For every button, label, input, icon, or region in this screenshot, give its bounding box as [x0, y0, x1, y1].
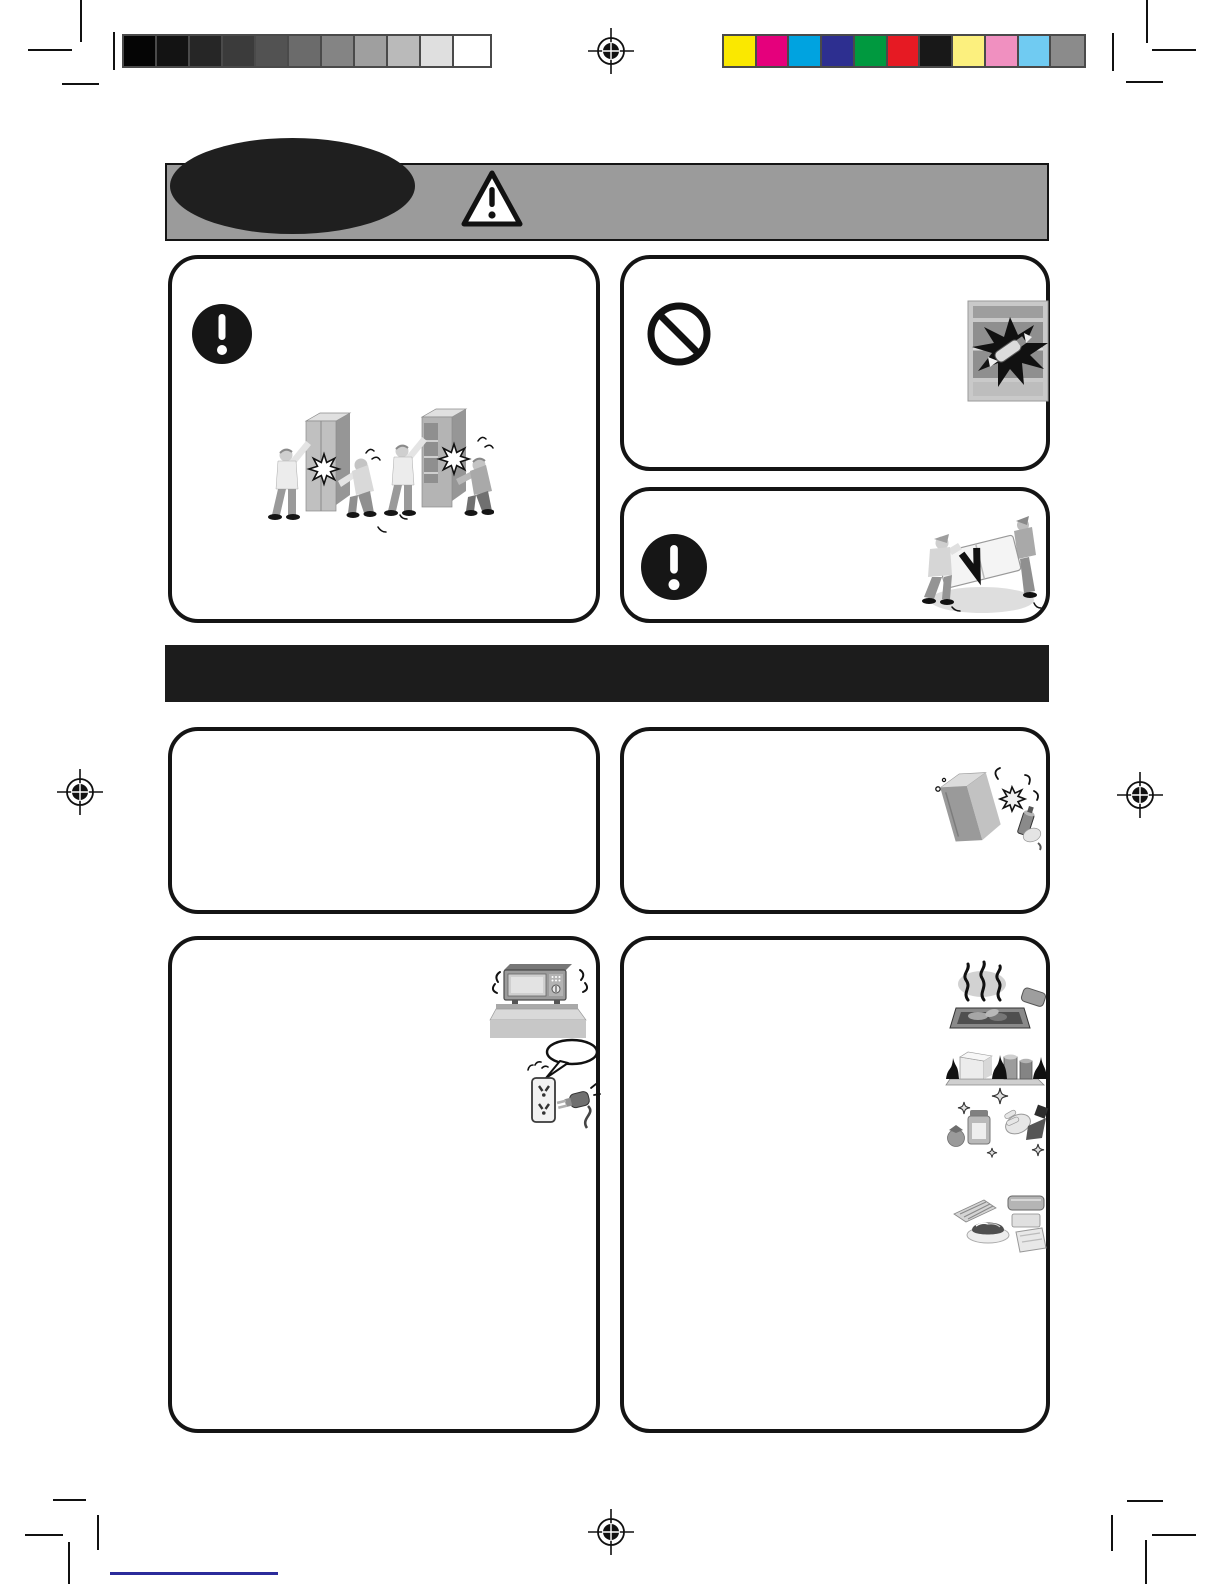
crop-mark: [80, 0, 82, 42]
crop-mark: [1152, 49, 1196, 51]
crop-mark: [1112, 33, 1114, 71]
crop-mark: [1152, 1534, 1196, 1536]
washed-items-sparkling-illustration: [942, 1086, 1052, 1164]
calibration-swatch: [157, 36, 190, 66]
bottle-bursting-in-freezer-illustration: [964, 299, 1052, 405]
calibration-swatch: [920, 36, 953, 66]
crop-mark: [1145, 1540, 1147, 1584]
crop-mark: [53, 1499, 86, 1501]
crop-mark: [1146, 0, 1148, 43]
color-calibration-bar: [722, 34, 1086, 68]
crop-mark: [1111, 1515, 1113, 1551]
notice-panel-no-spray: [620, 727, 1050, 914]
notice-section-bar: [165, 645, 1049, 702]
power-plug-unplugged-illustration: [524, 1038, 602, 1130]
calibration-swatch: [855, 36, 888, 66]
crop-mark: [25, 1534, 63, 1536]
caution-badge: [170, 138, 415, 234]
calibration-swatch: [757, 36, 790, 66]
calibration-swatch: [289, 36, 322, 66]
calibration-swatch: [388, 36, 421, 66]
calibration-swatch: [953, 36, 986, 66]
caution-panel-no-bottles-freezer: [620, 255, 1050, 471]
caution-panel-carry-upright: [168, 255, 600, 623]
calibration-swatch: [1051, 36, 1084, 66]
registration-mark-icon: [588, 1509, 634, 1555]
calibration-swatch: [223, 36, 256, 66]
grayscale-calibration-bar: [122, 34, 492, 68]
two-people-carrying-refrigerator-illustration: [922, 503, 1044, 617]
calibration-swatch: [190, 36, 223, 66]
calibration-swatch: [986, 36, 1019, 66]
calibration-swatch: [454, 36, 487, 66]
wrapped-food-containers-illustration: [950, 1190, 1050, 1260]
notice-panel-food-storage: [620, 936, 1050, 1433]
mandatory-icon: [641, 534, 707, 600]
calibration-swatch: [888, 36, 921, 66]
steaming-hot-food-illustration: [948, 960, 1048, 1038]
crop-mark: [28, 49, 72, 51]
calibration-swatch: [1019, 36, 1052, 66]
registration-mark-icon: [588, 28, 634, 74]
calibration-swatch: [421, 36, 454, 66]
registration-mark-icon: [1117, 772, 1163, 818]
calibration-swatch: [322, 36, 355, 66]
crop-mark: [68, 1542, 70, 1584]
footer-rule: [110, 1572, 278, 1575]
calibration-swatch: [789, 36, 822, 66]
two-teams-carrying-refrigerators-illustration: [266, 407, 494, 559]
calibration-swatch: [355, 36, 388, 66]
registration-mark-icon: [57, 769, 103, 815]
caution-panel-carry-with-two: [620, 487, 1050, 623]
crop-mark: [62, 83, 99, 85]
warning-triangle-icon: [460, 168, 524, 230]
notice-panel-text-only: [168, 727, 600, 914]
crop-mark: [113, 32, 115, 70]
microwave-on-refrigerator-illustration: [488, 954, 590, 1046]
flammables-with-flames-illustration: [944, 1042, 1050, 1089]
prohibition-icon: [646, 301, 712, 367]
crop-mark: [97, 1515, 99, 1550]
calibration-swatch: [124, 36, 157, 66]
crop-mark: [1126, 81, 1163, 83]
mandatory-icon: [192, 304, 252, 364]
calibration-swatch: [256, 36, 289, 66]
calibration-swatch: [822, 36, 855, 66]
crop-mark: [1127, 1500, 1163, 1502]
calibration-swatch: [724, 36, 757, 66]
notice-panel-installation-power: [168, 936, 600, 1433]
spray-can-splashing-on-refrigerator-illustration: [930, 761, 1048, 853]
